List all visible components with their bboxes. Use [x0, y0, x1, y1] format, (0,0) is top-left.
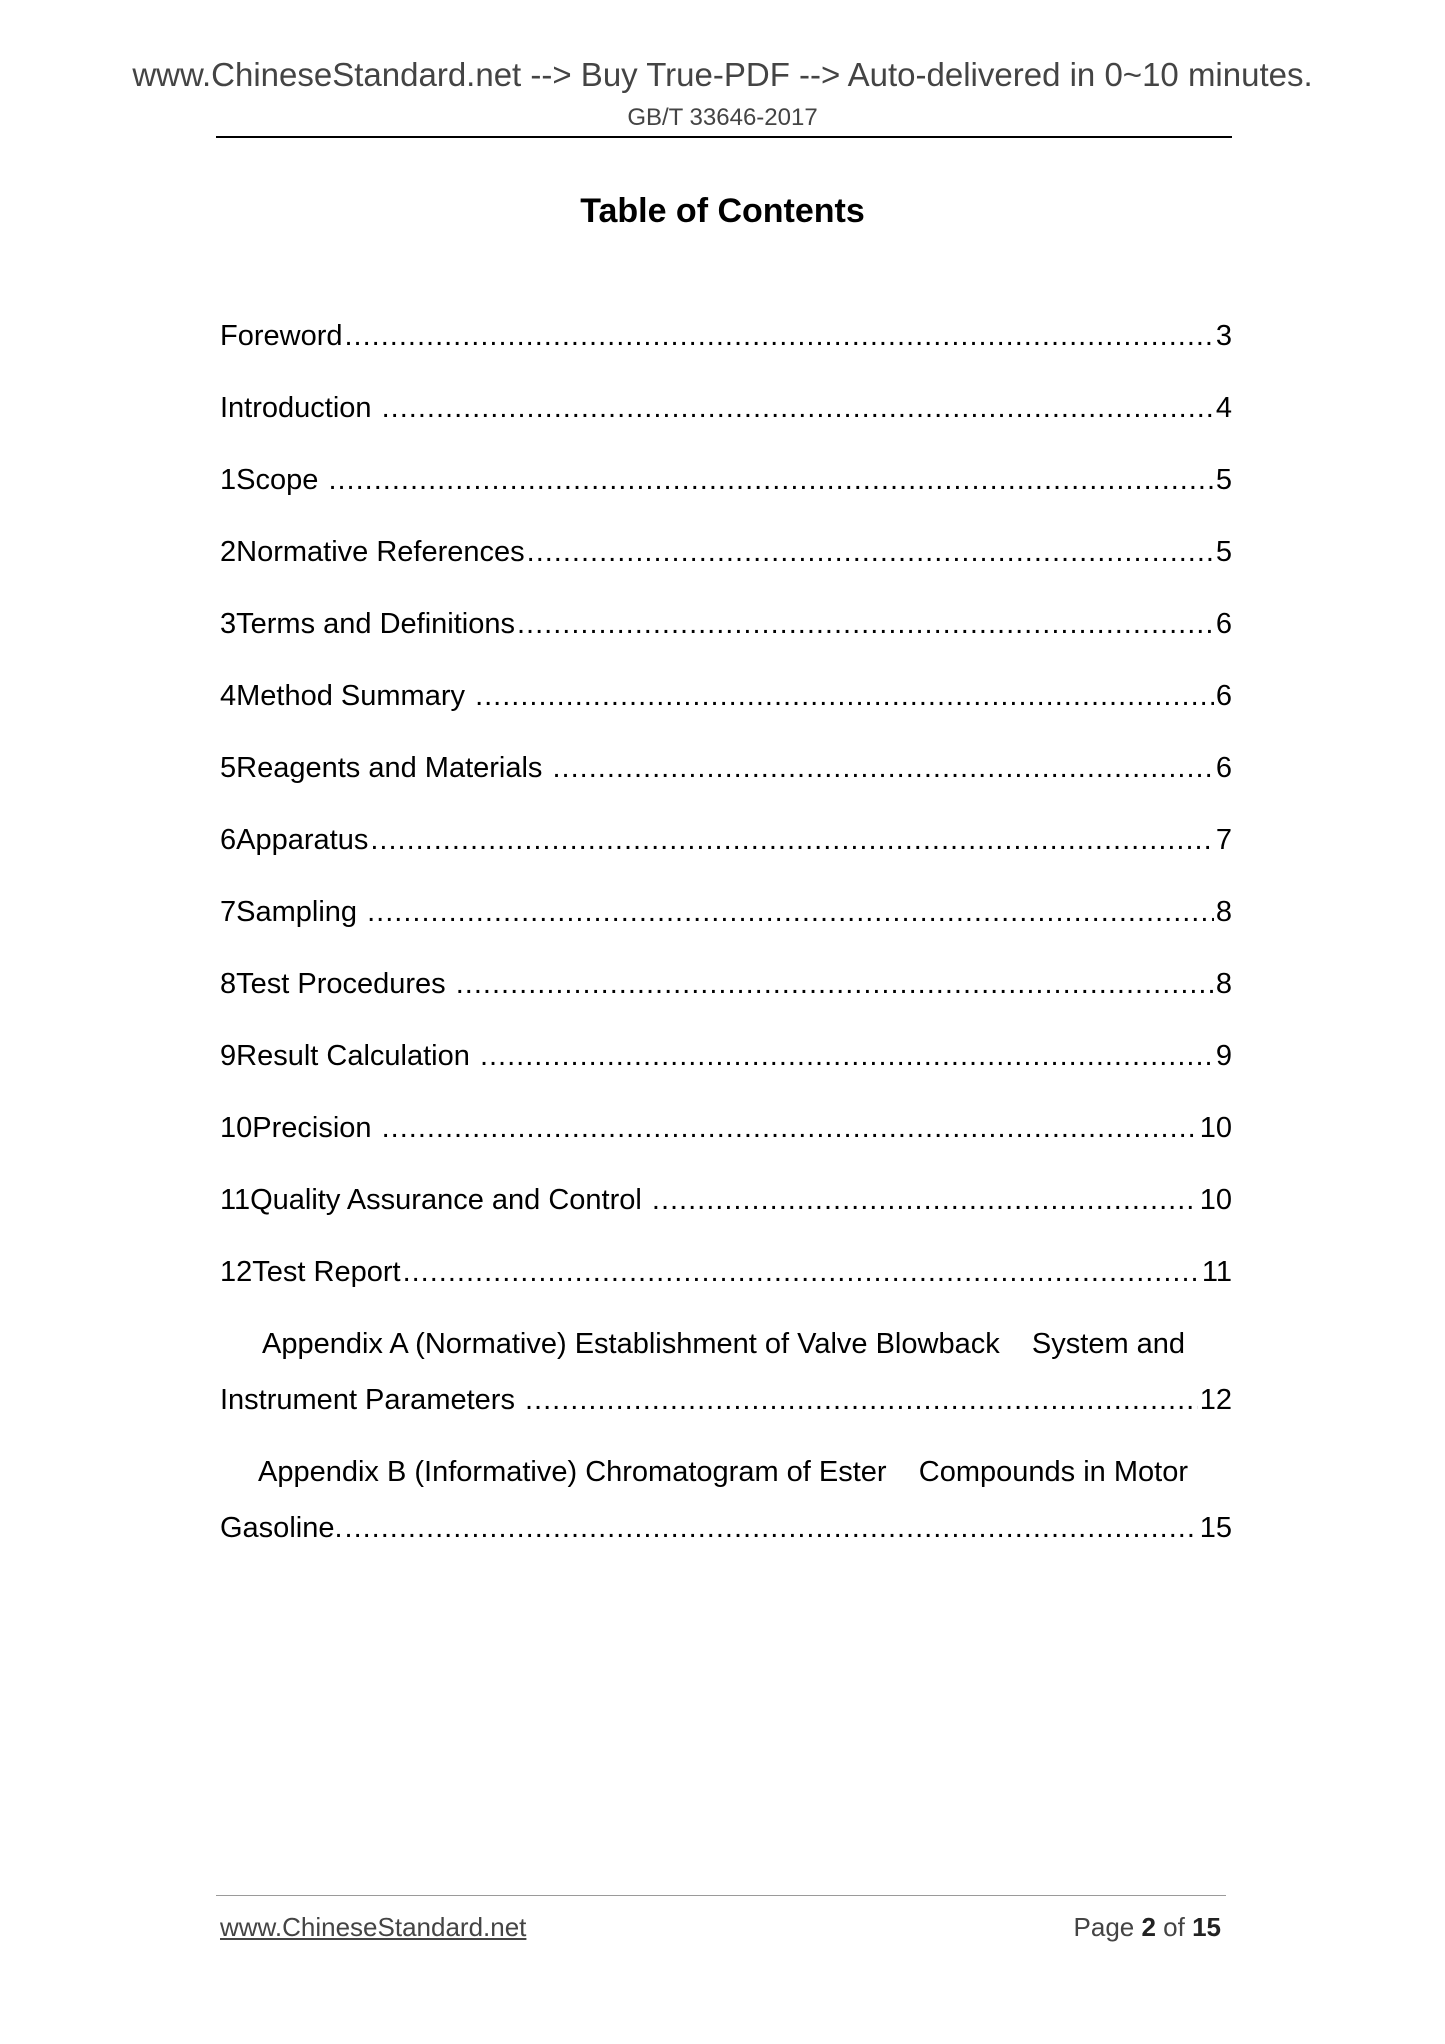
toc-page: 5 [1215, 464, 1232, 496]
toc-page: 10 [1199, 1184, 1232, 1216]
toc-entry-result-calculation[interactable] [220, 1038, 1232, 1074]
page-prefix: Page [1073, 1912, 1142, 1942]
toc-leader [367, 894, 1214, 930]
toc-number: 2 [220, 536, 237, 568]
toc-label: Sampling [236, 896, 366, 928]
toc-page: 6 [1215, 608, 1232, 640]
toc-label: Quality Assurance and Control [250, 1184, 650, 1216]
toc-entry-test-procedures[interactable] [220, 966, 1232, 1002]
toc-page: 10 [1199, 1112, 1232, 1144]
toc-number: 1 [220, 464, 237, 496]
toc-leader [525, 1382, 1198, 1418]
toc-leader [456, 966, 1214, 1002]
toc-page: 15 [1199, 1512, 1232, 1544]
toc-page: 8 [1215, 968, 1232, 1000]
toc-label: Introduction [220, 392, 380, 424]
toc-entry-normative-references[interactable] [220, 534, 1232, 570]
toc-entry-appendix-a[interactable] [220, 1382, 1232, 1418]
toc-entry-precision[interactable] [220, 1110, 1232, 1146]
toc-appendix-a-line1[interactable]: Appendix A (Normative) Establishment of Valve Blowback System and [262, 1328, 1186, 1360]
toc-label: Test Procedures [236, 968, 454, 1000]
toc-label: Normative References [236, 536, 525, 568]
toc-label: Method Summary [236, 680, 474, 712]
toc-label: Precision [252, 1112, 380, 1144]
toc-number: 10 [220, 1112, 253, 1144]
toc-number: 4 [220, 680, 237, 712]
toc-entry-method-summary[interactable] [220, 678, 1232, 714]
toc-leader [345, 1510, 1198, 1546]
toc-leader [552, 750, 1213, 786]
toc-appendix-b-line1[interactable]: Appendix B (Informative) Chromatogram of Ester Compounds in Motor [258, 1456, 1188, 1488]
toc-page: 7 [1215, 824, 1232, 856]
footer-page-indicator [1074, 1912, 1221, 1943]
toc-leader [480, 1038, 1214, 1074]
toc-entry-terms-and-definitions[interactable] [220, 606, 1232, 642]
toc-page: 6 [1215, 752, 1232, 784]
toc-entry-reagents-and-materials[interactable] [220, 750, 1232, 786]
toc-entry-foreword[interactable] [220, 318, 1232, 354]
toc-label: Gasoline. [220, 1512, 343, 1544]
toc-leader [403, 1254, 1200, 1290]
toc-leader [382, 390, 1214, 426]
toc-entry-introduction[interactable] [220, 390, 1232, 426]
toc-entry-test-report[interactable] [220, 1254, 1232, 1290]
page-current: 2 [1141, 1912, 1156, 1942]
toc-number: 8 [220, 968, 237, 1000]
toc-number: 6 [220, 824, 237, 856]
toc-label: Apparatus [236, 824, 369, 856]
toc-entry-apparatus[interactable] [220, 822, 1232, 858]
toc-page: 3 [1215, 320, 1232, 352]
footer-divider [216, 1895, 1226, 1896]
toc-label: Foreword [220, 320, 343, 352]
toc-number: 12 [220, 1256, 253, 1288]
toc-leader [652, 1182, 1198, 1218]
toc-leader [527, 534, 1214, 570]
toc-entry-appendix-b[interactable] [220, 1510, 1232, 1546]
toc-page: 8 [1215, 896, 1232, 928]
page-total: 15 [1192, 1912, 1221, 1942]
toc-page: 9 [1215, 1040, 1232, 1072]
toc-page: 12 [1199, 1384, 1232, 1416]
toc-number: 5 [220, 752, 237, 784]
toc-leader [475, 678, 1214, 714]
page-title: Table of Contents [580, 192, 865, 230]
header-banner: www.ChineseStandard.net --> Buy True-PDF --> Auto-delivered in 0~10 minutes. [132, 56, 1313, 93]
toc-number: 7 [220, 896, 237, 928]
footer-site-link[interactable]: www.ChineseStandard.net [220, 1912, 527, 1942]
document-code: GB/T 33646-2017 [627, 104, 818, 131]
toc-label: Scope [236, 464, 327, 496]
toc-label: Instrument Parameters [220, 1384, 523, 1416]
toc-number: 11 [220, 1184, 251, 1216]
toc-page: 6 [1215, 680, 1232, 712]
toc-leader [370, 822, 1214, 858]
toc-page: 5 [1215, 536, 1232, 568]
toc-page: 11 [1201, 1256, 1232, 1288]
toc-entry-sampling[interactable] [220, 894, 1232, 930]
toc-leader [517, 606, 1214, 642]
toc-entry-scope[interactable] [220, 462, 1232, 498]
toc-label: Test Report [252, 1256, 401, 1288]
toc-leader [345, 318, 1214, 354]
toc-leader [328, 462, 1213, 498]
toc-number: 9 [220, 1040, 237, 1072]
toc-leader [382, 1110, 1198, 1146]
toc-page: 4 [1215, 392, 1232, 424]
toc-label: Result Calculation [236, 1040, 478, 1072]
page-of: of [1155, 1912, 1193, 1942]
toc-label: Reagents and Materials [236, 752, 551, 784]
header-divider [216, 136, 1232, 138]
toc-label: Terms and Definitions [236, 608, 515, 640]
toc-entry-quality-assurance[interactable] [220, 1182, 1232, 1218]
toc-number: 3 [220, 608, 237, 640]
